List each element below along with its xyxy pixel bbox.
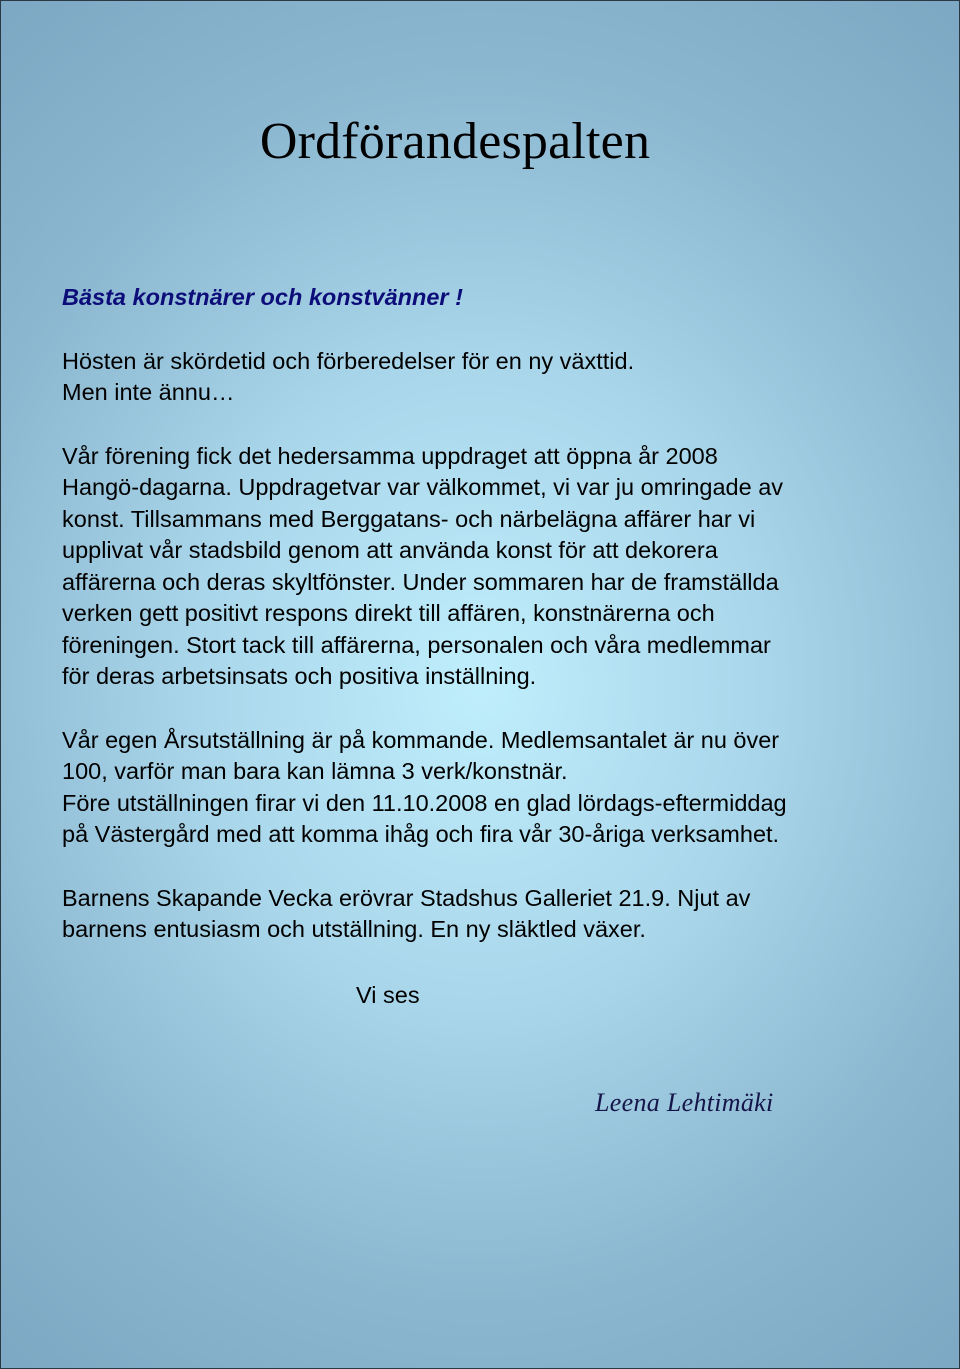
paragraph-children-line-2: barnens entusiasm och utställning. En ny släktled växer. <box>62 916 646 942</box>
spacer <box>62 314 902 346</box>
paragraph-exhibition-line-4: på Västergård med att komma ihåg och fira vår 30-åriga verksamhet. <box>62 821 780 847</box>
paragraph-intro-line-2: Men inte ännu… <box>62 379 235 405</box>
paragraph-exhibition-line-1: Vår egen Årsutställning är på kommande. Medlemsantalet är nu över <box>62 726 780 753</box>
paragraph-exhibition-line-2: 100, varför man bara kan lämna 3 verk/konstnär. <box>62 758 568 784</box>
signature: Leena Lehtimäki <box>595 1088 774 1117</box>
greeting: Bästa konstnärer och konstvänner ! <box>62 284 463 310</box>
spacer <box>62 409 902 441</box>
page-title: Ordförandespalten <box>259 113 651 170</box>
paragraph-hango-line-8: för deras arbetsinsats och positiva inställning. <box>62 663 537 689</box>
paragraph-children-line-1: Barnens Skapande Vecka erövrar Stadshus Galleriet 21.9. Njut av <box>62 884 751 911</box>
spacer <box>62 693 902 725</box>
paragraph-hango-line-2: Hangö-dagarna. Uppdragetvar var välkommet, vi var ju omringade av <box>62 474 784 500</box>
paragraph-hango-line-3: konst. Tillsammans med Berggatans- och närbelägna affärer har vi <box>62 505 756 532</box>
closing-text: Vi ses <box>356 982 420 1008</box>
paragraph-exhibition-line-3: Före utställningen firar vi den 11.10.2008 en glad lördags-eftermiddag <box>62 789 787 816</box>
paragraph-intro-line-1: Hösten är skördetid och förberedelser för en ny växttid. <box>62 347 635 374</box>
paragraph-hango-line-6: verken gett positivt respons direkt till affären, konstnärerna och <box>62 600 715 626</box>
paragraph-hango-line-4: upplivat vår stadsbild genom att använda konst för att dekorera <box>62 537 718 563</box>
spacer <box>62 851 902 883</box>
paragraph-hango-line-1: Vår förening fick det hedersamma uppdraget att öppna år 2008 <box>62 442 718 469</box>
letter-body <box>62 282 902 946</box>
paragraph-hango-line-7: föreningen. Stort tack till affärerna, personalen och våra medlemmar <box>62 631 771 658</box>
paragraph-hango-line-5: affärerna och deras skyltfönster. Under sommaren har de framställda <box>62 568 779 595</box>
